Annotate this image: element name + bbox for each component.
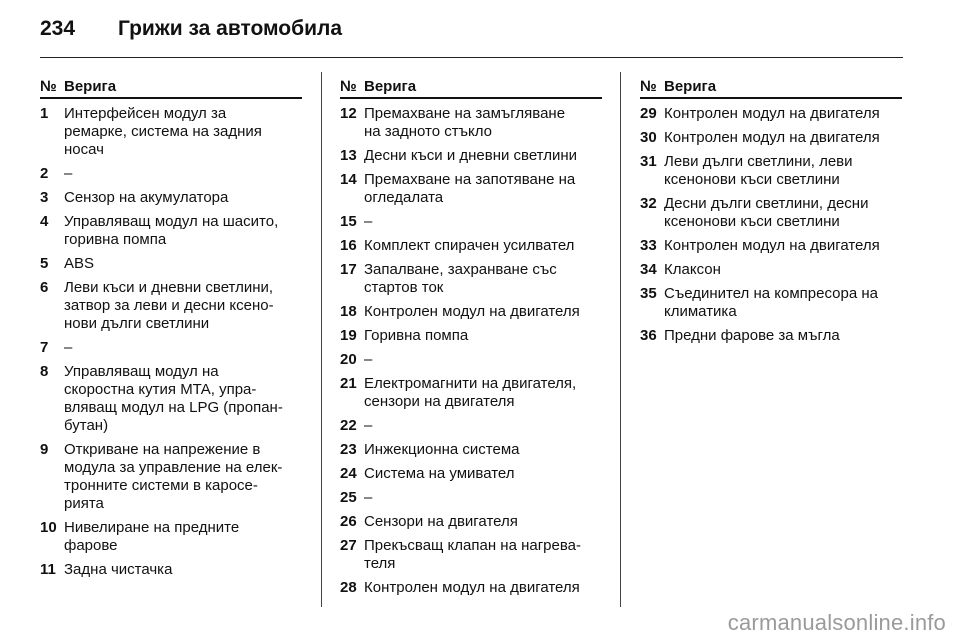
fuse-number: 21 xyxy=(340,375,357,392)
fuse-number: 32 xyxy=(640,195,657,212)
page-header xyxy=(40,17,900,47)
table-row xyxy=(40,255,302,273)
fuse-number: 36 xyxy=(640,327,657,344)
circuit-description: – xyxy=(364,351,373,368)
column-divider xyxy=(620,72,621,607)
circuit-description: Предни фарове за мъгла xyxy=(664,327,840,344)
header-number: № xyxy=(40,78,57,95)
fuse-number: 12 xyxy=(340,105,357,122)
fuse-number: 33 xyxy=(640,237,657,254)
circuit-description: – xyxy=(64,339,73,356)
fuse-number: 19 xyxy=(340,327,357,344)
circuit-description: Горивна помпа xyxy=(364,327,469,344)
circuit-description: Комплект спирачен усилвател xyxy=(364,237,575,254)
header-circuit: Верига xyxy=(664,78,717,95)
circuit-description: Контролен модул на двигателя xyxy=(664,105,880,122)
fuse-number: 28 xyxy=(340,579,357,596)
table-row xyxy=(40,339,302,357)
fuse-number: 9 xyxy=(40,441,49,458)
fuse-number: 26 xyxy=(340,513,357,530)
fuse-number: 7 xyxy=(40,339,49,356)
fuse-number: 17 xyxy=(340,261,357,278)
table-rows xyxy=(340,105,602,597)
circuit-description: – xyxy=(64,165,73,182)
circuit-description: Система на умивател xyxy=(364,465,515,482)
table-row xyxy=(340,327,602,345)
circuit-description: Десни дълги светлини, десни ксенонови къси светлини xyxy=(664,195,869,230)
circuit-description: Електромагнити на двигателя, сензори на двигателя xyxy=(364,375,577,410)
circuit-description: Сензори на двигателя xyxy=(364,513,518,530)
circuit-description: Десни къси и дневни светлини xyxy=(364,147,578,164)
table-row xyxy=(640,195,902,231)
table-row xyxy=(340,171,602,207)
table-row xyxy=(340,513,602,531)
fuse-number: 13 xyxy=(340,147,357,164)
fuse-number: 34 xyxy=(640,261,657,278)
table-row xyxy=(640,129,902,147)
header-rule xyxy=(40,57,903,58)
table-row xyxy=(340,213,602,231)
page-number: 234 xyxy=(40,17,76,40)
fuse-number: 25 xyxy=(340,489,357,506)
circuit-description: Сензор на акумулатора xyxy=(64,189,229,206)
table-row xyxy=(40,165,302,183)
circuit-description: Клаксон xyxy=(664,261,721,278)
table-header xyxy=(340,78,602,99)
table-row xyxy=(640,237,902,255)
watermark: carmanualsonline.info xyxy=(727,610,946,635)
circuit-description: ABS xyxy=(64,255,95,272)
table-row xyxy=(640,285,902,321)
circuit-description: Съединител на компресора на климатика xyxy=(664,285,878,320)
circuit-description: Интерфейсен модул за ремарке, система на задния носач xyxy=(64,105,262,158)
header-number: № xyxy=(640,78,657,95)
circuit-description: – xyxy=(364,489,373,506)
circuit-description: Откриване на напрежение в модула за управление на елек- тронните системи в каросе- рията xyxy=(64,441,283,512)
circuit-description: Управляващ модул на шасито, горивна помпа xyxy=(64,213,279,248)
table-row xyxy=(640,261,902,279)
column-divider xyxy=(321,72,322,607)
table-row xyxy=(340,579,602,597)
table-row xyxy=(340,303,602,321)
fuse-number: 16 xyxy=(340,237,357,254)
table-row xyxy=(40,105,302,159)
table-row xyxy=(340,261,602,297)
circuit-description: Инжекционна система xyxy=(364,441,520,458)
table-row xyxy=(40,441,302,513)
table-row xyxy=(40,519,302,555)
table-row xyxy=(340,537,602,573)
fuse-number: 1 xyxy=(40,105,49,122)
table-row xyxy=(340,237,602,255)
fuse-number: 23 xyxy=(340,441,357,458)
fuse-number: 11 xyxy=(40,561,56,578)
table-row xyxy=(40,189,302,207)
table-row xyxy=(340,417,602,435)
table-row xyxy=(640,327,902,345)
circuit-description: – xyxy=(364,213,373,230)
circuit-description: Контролен модул на двигателя xyxy=(664,129,880,146)
fuse-number: 18 xyxy=(340,303,357,320)
circuit-description: Управляващ модул на скоростна кутия MTA, упра- вляващ модул на LPG (пропан- бутан) xyxy=(64,363,283,434)
circuit-description: Прекъсващ клапан на нагрева- теля xyxy=(364,537,582,572)
circuit-description: Контролен модул на двигателя xyxy=(364,303,580,320)
fuse-number: 20 xyxy=(340,351,357,368)
table-header xyxy=(640,78,902,99)
table-header xyxy=(40,78,302,99)
table-rows xyxy=(40,105,302,579)
header-circuit: Верига xyxy=(64,78,117,95)
fuse-number: 2 xyxy=(40,165,49,182)
fuse-number: 14 xyxy=(340,171,357,188)
table-row xyxy=(40,213,302,249)
fuse-table-column-3 xyxy=(640,78,902,351)
fuse-table-column-1 xyxy=(40,78,302,585)
fuse-number: 3 xyxy=(40,189,49,206)
table-row xyxy=(40,561,302,579)
circuit-description: Леви дълги светлини, леви ксенонови къси светлини xyxy=(664,153,853,188)
table-row xyxy=(340,147,602,165)
table-row xyxy=(340,465,602,483)
header-circuit: Верига xyxy=(364,78,417,95)
fuse-table-column-2 xyxy=(340,78,602,603)
fuse-number: 22 xyxy=(340,417,357,434)
circuit-description: Премахване на замъгляване на задното стъкло xyxy=(364,105,566,140)
fuse-number: 29 xyxy=(640,105,657,122)
circuit-description: Запалване, захранване със стартов ток xyxy=(364,261,557,296)
circuit-description: – xyxy=(364,417,373,434)
table-row xyxy=(340,441,602,459)
circuit-description: Премахване на запотяване на огледалата xyxy=(364,171,576,206)
table-row xyxy=(340,351,602,369)
table-row xyxy=(640,105,902,123)
circuit-description: Нивелиране на предните фарове xyxy=(64,519,240,554)
fuse-number: 30 xyxy=(640,129,657,146)
fuse-number: 31 xyxy=(640,153,657,170)
fuse-number: 24 xyxy=(340,465,357,482)
page-title: Грижи за автомобила xyxy=(118,17,343,40)
fuse-number: 10 xyxy=(40,519,57,536)
header-number: № xyxy=(340,78,357,95)
circuit-description: Леви къси и дневни светлини, затвор за леви и десни ксено- нови дълги светлини xyxy=(64,279,274,332)
fuse-number: 8 xyxy=(40,363,49,380)
table-row xyxy=(640,153,902,189)
table-row xyxy=(340,105,602,141)
fuse-number: 27 xyxy=(340,537,357,554)
circuit-description: Контролен модул на двигателя xyxy=(364,579,580,596)
circuit-description: Задна чистачка xyxy=(64,561,173,578)
fuse-number: 35 xyxy=(640,285,657,302)
fuse-number: 15 xyxy=(340,213,357,230)
table-rows xyxy=(640,105,902,345)
table-row xyxy=(40,363,302,435)
table-row xyxy=(340,375,602,411)
table-row xyxy=(340,489,602,507)
fuse-number: 6 xyxy=(40,279,49,296)
table-row xyxy=(40,279,302,333)
circuit-description: Контролен модул на двигателя xyxy=(664,237,880,254)
fuse-number: 4 xyxy=(40,213,49,230)
fuse-number: 5 xyxy=(40,255,49,272)
